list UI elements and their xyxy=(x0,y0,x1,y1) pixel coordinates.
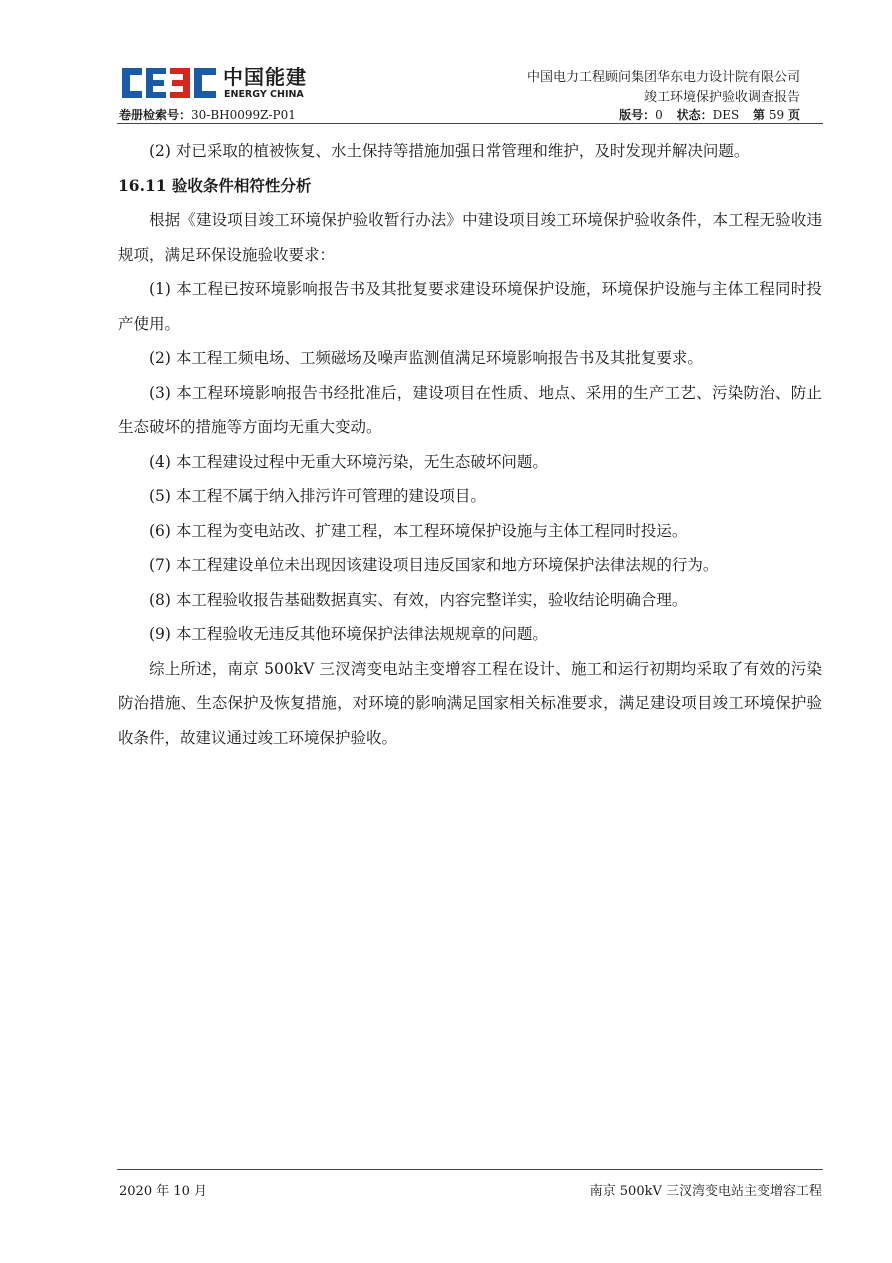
footer-divider xyxy=(117,1169,823,1170)
list-item: (5) 本工程不属于纳入排污许可管理的建设项目。 xyxy=(149,487,486,505)
header-divider xyxy=(117,123,823,124)
report-title: 竣工环境保护验收调查报告 xyxy=(643,90,800,105)
list-item: (4) 本工程建设过程中无重大环境污染，无生态破坏问题。 xyxy=(149,452,548,471)
list-item: (6) 本工程为变电站改、扩建工程，本工程环境保护设施与主体工程同时投运。 xyxy=(149,521,688,540)
document-meta xyxy=(619,106,800,123)
status-value: DES xyxy=(712,108,740,122)
paragraph-intro: 根据《建设项目竣工环境保护验收暂行办法》中建设项目竣工环境保护验收条件，本工程无验收违规项，满足环保设施验收要求： xyxy=(118,211,822,264)
logo-english-text: ENERGY CHINA xyxy=(224,89,304,100)
paragraph-maintenance: (2) 对已采取的植被恢复、水土保持等措施加强日常管理和维护，及时发现并解决问题。 xyxy=(149,142,750,160)
archive-number xyxy=(119,106,296,123)
company-name: 中国电力工程顾问集团华东电力设计院有限公司 xyxy=(526,70,800,85)
archive-value: 30-BH0099Z-P01 xyxy=(191,108,296,122)
archive-label: 卷册检索号： xyxy=(119,108,192,122)
footer-project-name: 南京 500kV 三汊湾变电站主变增容工程 xyxy=(589,1184,822,1199)
footer-date: 2020 年 10 月 xyxy=(119,1184,208,1199)
logo-chinese-text: 中国能建 xyxy=(223,65,307,89)
section-heading: 16.11 验收条件相符性分析 xyxy=(118,175,312,195)
list-item: (3) 本工程环境影响报告书经批准后，建设项目在性质、地点、采用的生产工艺、污染防治、防止生态破坏的措施等方面均无重大变动。 xyxy=(118,383,822,436)
list-item: (7) 本工程建设单位未出现因该建设项目违反国家和地方环境保护法律法规的行为。 xyxy=(149,556,719,574)
ceec-logo xyxy=(120,66,320,102)
page-prefix: 第 xyxy=(753,108,766,122)
paragraph-conclusion: 综上所述，南京 500kV 三汊湾变电站主变增容工程在设计、施工和运行初期均采取了有效的污染防治措施、生态保护及恢复措施，对环境的影响满足国家相关标准要求，满足建设项目竣工环境保护验收条件，故建议通过竣工环境保护验收。 xyxy=(118,659,822,747)
page-suffix: 页 xyxy=(787,108,800,122)
version-label: 版号： xyxy=(619,108,656,122)
status-label: 状态： xyxy=(676,108,713,122)
list-item: (8) 本工程验收报告基础数据真实、有效，内容完整详实，验收结论明确合理。 xyxy=(149,590,688,609)
list-item: (1) 本工程已按环境影响报告书及其批复要求建设环境保护设施，环境保护设施与主体工程同时投产使用。 xyxy=(118,280,822,333)
ceec-logo-mark xyxy=(120,66,220,100)
main-content xyxy=(118,134,822,755)
list-item: (9) 本工程验收无违反其他环境保护法律法规规章的问题。 xyxy=(149,625,548,643)
list-item: (2) 本工程工频电场、工频磁场及噪声监测值满足环境影响报告书及其批复要求。 xyxy=(149,349,703,367)
version-value: 0 xyxy=(655,108,663,122)
page-number: 59 xyxy=(768,108,785,122)
